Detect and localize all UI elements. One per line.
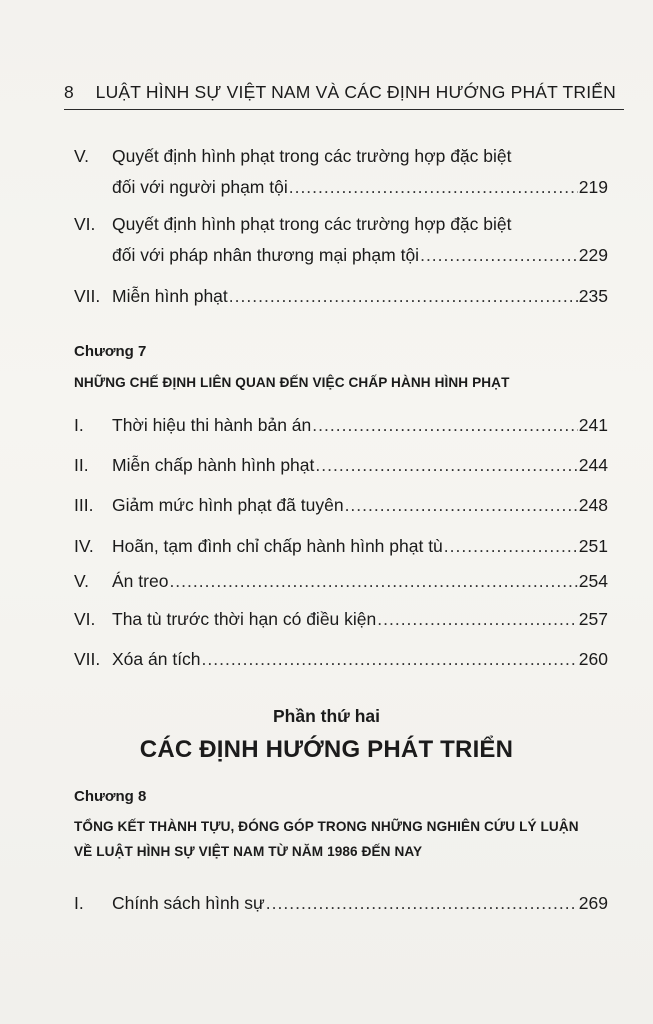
- header-rule: [64, 109, 624, 110]
- page-number: 8: [64, 82, 74, 102]
- toc-page: 229: [578, 245, 608, 265]
- toc-page: 254: [578, 571, 608, 591]
- part-title: CÁC ĐỊNH HƯỚNG PHÁT TRIỂN: [139, 736, 514, 763]
- toc-text: Giảm mức hình phạt đã tuyên: [112, 495, 344, 515]
- toc-text: Tha tù trước thời hạn có điều kiện: [112, 609, 377, 629]
- chapter-title: NHỮNG CHẾ ĐỊNH LIÊN QUAN ĐẾN VIỆC CHẤP HÀNH HÌNH PHẠT: [74, 375, 510, 390]
- toc-text: Chính sách hình sự: [112, 893, 265, 913]
- toc-text: Án treo: [112, 571, 169, 591]
- toc-leader: [315, 452, 577, 478]
- toc-text: đối với người phạm tội: [112, 177, 288, 197]
- toc-text: Hoãn, tạm đình chỉ chấp hành hình phạt tù: [112, 536, 443, 556]
- toc-roman: II.: [74, 455, 89, 475]
- toc-leader: [289, 174, 578, 200]
- toc-leader: [312, 412, 578, 438]
- toc-leader: [377, 606, 578, 632]
- toc-leader: [266, 890, 578, 916]
- toc-text: Thời hiệu thi hành bản án: [112, 415, 312, 435]
- toc-page: 257: [578, 609, 608, 629]
- chapter-title: VỀ LUẬT HÌNH SỰ VIỆT NAM TỪ NĂM 1986 ĐẾN NAY: [74, 844, 423, 859]
- toc-page: 219: [578, 177, 608, 197]
- chapter-label: Chương 8: [74, 788, 147, 805]
- toc-roman: VII.: [74, 649, 101, 669]
- chapter-label: Chương 7: [74, 343, 147, 360]
- toc-roman: V.: [74, 146, 89, 166]
- toc-page: 235: [578, 286, 608, 306]
- toc-page: 244: [578, 455, 608, 475]
- toc-leader: [229, 283, 578, 309]
- toc-page: 251: [578, 536, 608, 556]
- toc-page: 269: [578, 893, 608, 913]
- toc-page: 241: [578, 415, 608, 435]
- toc-roman: I.: [74, 893, 84, 913]
- part-label: Phần thứ hai: [273, 706, 380, 726]
- toc-text: Xóa án tích: [112, 649, 201, 669]
- page-header: [64, 80, 624, 106]
- chapter-title: TỔNG KẾT THÀNH TỰU, ĐÓNG GÓP TRONG NHỮNG NGHIÊN CỨU LÝ LUẬN: [74, 819, 579, 834]
- toc-leader: [444, 533, 578, 559]
- running-title: LUẬT HÌNH SỰ VIỆT NAM VÀ CÁC ĐỊNH HƯỚNG PHÁT TRIỂN: [95, 82, 616, 102]
- toc-roman: VII.: [74, 286, 101, 306]
- toc-leader: [169, 568, 577, 594]
- toc-leader: [202, 646, 578, 672]
- toc-leader: [420, 242, 578, 268]
- toc-text: Quyết định hình phạt trong các trường hợp đặc biệt: [112, 146, 512, 166]
- toc-roman: IV.: [74, 536, 94, 556]
- toc-roman: VI.: [74, 609, 96, 629]
- toc-roman: VI.: [74, 214, 96, 234]
- toc-page: 248: [578, 495, 608, 515]
- toc-roman: III.: [74, 495, 94, 515]
- toc-text: Quyết định hình phạt trong các trường hợp đặc biệt: [112, 214, 512, 234]
- toc-roman: V.: [74, 571, 89, 591]
- toc-page: 260: [578, 649, 608, 669]
- toc-leader: [345, 492, 578, 518]
- toc-text: Miễn hình phạt: [112, 286, 228, 306]
- toc-roman: I.: [74, 415, 84, 435]
- toc-text: Miễn chấp hành hình phạt: [112, 455, 315, 475]
- toc-text: đối với pháp nhân thương mại phạm tội: [112, 245, 420, 265]
